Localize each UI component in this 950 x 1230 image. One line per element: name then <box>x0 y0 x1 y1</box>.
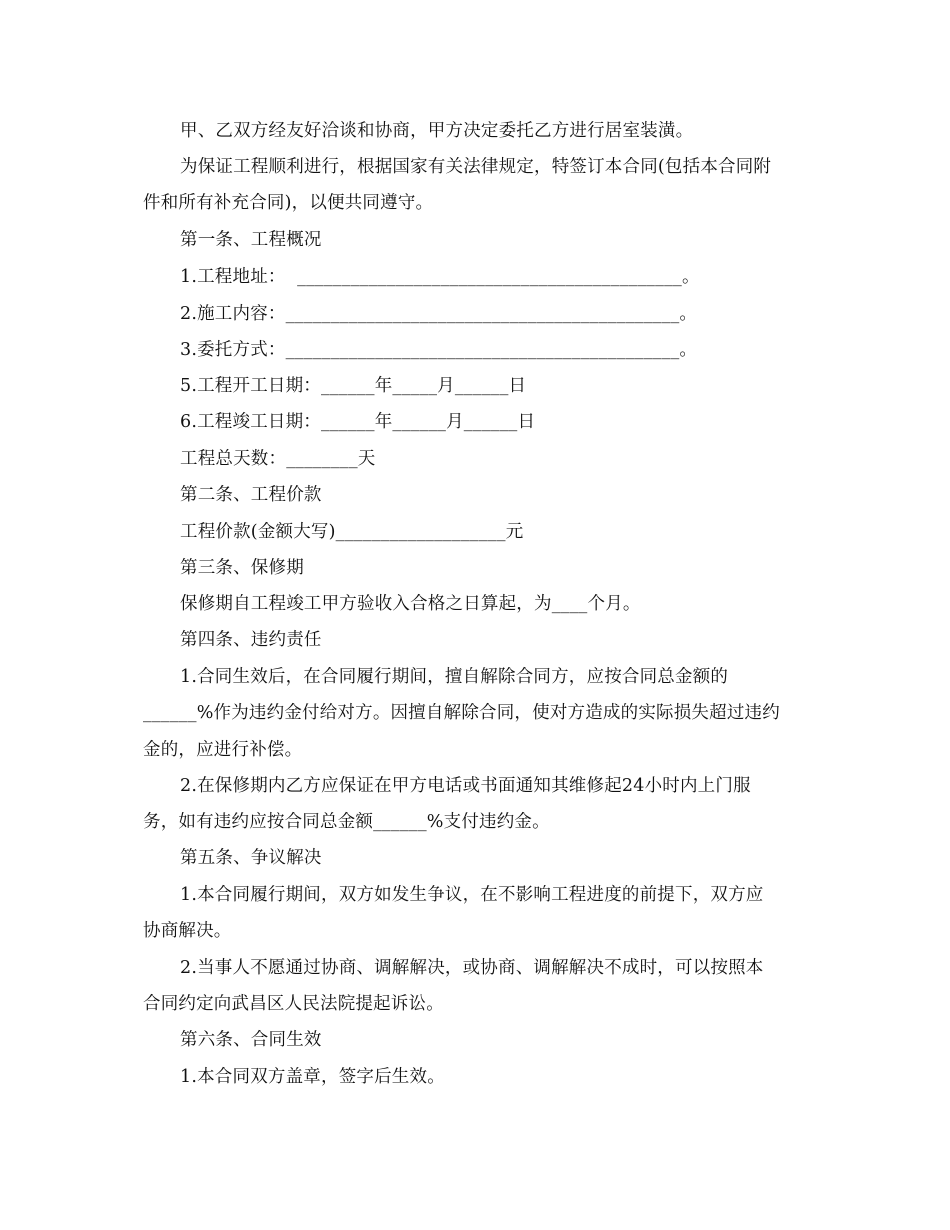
article-6-heading: 第六条、合同生效 <box>180 1030 322 1050</box>
project-price-field: 工程价款(金额大写)___________________元 <box>180 522 524 542</box>
purpose-paragraph-line-1: 为保证工程顺利进行，根据国家有关法律规定，特签订本合同(包括本合同附 <box>180 157 772 177</box>
dispute-clause-1-line-2: 协商解决。 <box>143 921 232 941</box>
dispute-clause-2-line-1: 2.当事人不愿通过协商、调解解决，或协商、调解解决不成时，可以按照本 <box>180 958 764 978</box>
commission-method-field: 3.委托方式：____________________________________________。 <box>180 340 698 360</box>
total-days-field: 工程总天数：________天 <box>180 449 376 469</box>
dispute-clause-2-line-2: 合同约定向武昌区人民法院提起诉讼。 <box>143 994 444 1014</box>
article-1-heading: 第一条、工程概况 <box>180 230 322 250</box>
start-date-field: 5.工程开工日期：______年_____月______日 <box>180 376 527 396</box>
article-5-heading: 第五条、争议解决 <box>180 848 322 868</box>
breach-clause-2-line-2: 务，如有违约应按合同总金额______%支付违约金。 <box>143 812 550 832</box>
article-2-heading: 第二条、工程价款 <box>180 485 322 505</box>
purpose-paragraph-line-2: 件和所有补充合同)，以便共同遵守。 <box>143 193 434 213</box>
dispute-clause-1-line-1: 1.本合同履行期间，双方如发生争议，在不影响工程进度的前提下，双方应 <box>180 885 764 905</box>
article-3-heading: 第三条、保修期 <box>180 558 304 578</box>
breach-clause-2-line-1: 2.在保修期内乙方应保证在甲方电话或书面通知其维修起24小时内上门服 <box>180 776 751 796</box>
completion-date-field: 6.工程竣工日期：______年______月______日 <box>180 412 536 432</box>
warranty-period-text: 保修期自工程竣工甲方验收入合格之日算起，为____个月。 <box>180 594 641 614</box>
breach-clause-1-line-1: 1.合同生效后，在合同履行期间，擅自解除合同方，应按合同总金额的 <box>180 667 729 687</box>
project-address-field: 1.工程地址： ___________________________________________。 <box>180 267 700 287</box>
effectiveness-clause-1: 1.本合同双方盖章，签字后生效。 <box>180 1067 445 1087</box>
intro-paragraph-line-1: 甲、乙双方经友好洽谈和协商，甲方决定委托乙方进行居室装潢。 <box>180 121 694 141</box>
breach-clause-1-line-3: 金的，应进行补偿。 <box>143 740 303 760</box>
article-4-heading: 第四条、违约责任 <box>180 630 322 650</box>
breach-clause-1-line-2: ______%作为违约金付给对方。因擅自解除合同，使对方造成的实际损失超过违约 <box>143 703 780 723</box>
work-content-field: 2.施工内容：____________________________________________。 <box>180 304 698 324</box>
